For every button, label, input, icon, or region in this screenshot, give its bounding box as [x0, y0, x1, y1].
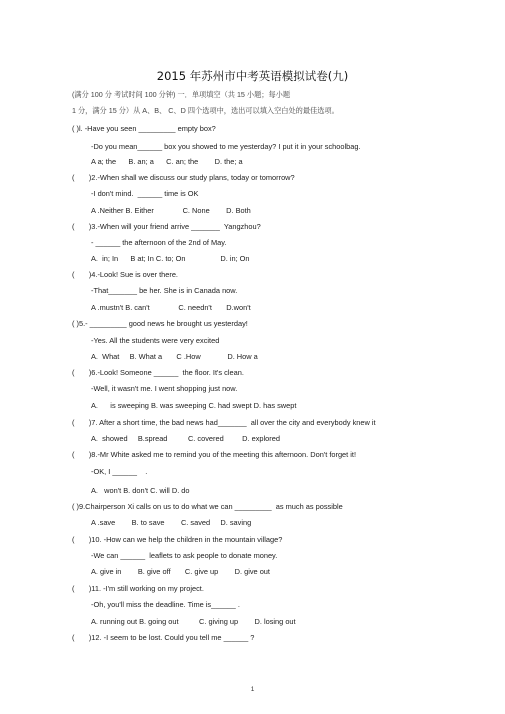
question-line: -That_______ be her. She is in Canada now.	[91, 286, 238, 295]
question-stem: ( )5.- _________ good news he brought us yesterday!	[72, 319, 248, 328]
answer-options: A. What B. What a C .How D. How a	[91, 352, 258, 361]
answer-options: A. running out B. going out C. giving up D. losing out	[91, 617, 296, 626]
answer-options: A. is sweeping B. was sweeping C. had swept D. has swept	[91, 401, 297, 410]
question-line: -OK, I ______ .	[91, 467, 148, 476]
question-line: -Well, it wasn't me. I went shopping just now.	[91, 384, 238, 393]
page-title: 2015 年苏州市中考英语模拟试卷(九)	[156, 69, 349, 83]
question-line: -We can ______ leaflets to ask people to donate money.	[91, 551, 278, 560]
question-line: -I don't mind. ______ time is OK	[91, 189, 199, 198]
answer-options: A. give in B. give off C. give up D. give out	[91, 567, 270, 576]
answer-options: A .Neither B. Either C. None D. Both	[91, 206, 251, 215]
answer-options: A .save B. to save C. saved D. saving	[91, 518, 252, 527]
answer-options: A. won't B. don't C. will D. do	[91, 486, 190, 495]
page-number: 1	[250, 686, 255, 693]
question-stem: ( )3.-When will your friend arrive _______ Yangzhou?	[72, 222, 261, 231]
answer-options: A .mustn't B. can't C. needn't D.won't	[91, 303, 251, 312]
answer-options: A. in; In B at; In C. to; On D. in; On	[91, 254, 250, 263]
question-stem: ( )2.-When shall we discuss our study plans, today or tomorrow?	[72, 173, 295, 182]
question-stem: ( )6.-Look! Someone ______ the floor. It's clean.	[72, 368, 244, 377]
question-stem: ( )7. After a short time, the bad news had_______ all over the city and everybody knew it	[72, 418, 376, 427]
question-stem: ( )12. -I seem to be lost. Could you tell me ______ ?	[72, 633, 255, 642]
question-line: - ______ the afternoon of the 2nd of May.	[91, 238, 227, 247]
question-stem: ( )11. -I'm still working on my project.	[72, 584, 204, 593]
question-stem: ( )4.-Look! Sue is over there.	[72, 270, 178, 279]
intro-line-2: 1 分，满分 15 分）从 A、B、 C、D 四个选项中，选出可以填入空白处的最佳选项。	[72, 106, 339, 115]
answer-options: A a; the B. an; a C. an; the D. the; a	[91, 157, 243, 166]
question-stem: ( )l. -Have you seen _________ empty box?	[72, 124, 216, 133]
question-stem: ( )10. -How can we help the children in the mountain village?	[72, 535, 283, 544]
question-stem: ( )8.-Mr White asked me to remind you of the meeting this afternoon. Don't forget it!	[72, 450, 357, 459]
question-line: -Oh, you'll miss the deadline. Time is______ .	[91, 600, 240, 609]
question-stem: ( )9.Chairperson Xi calls on us to do what we can _________ as much as possible	[72, 502, 343, 511]
question-line: -Do you mean______ box you showed to me yesterday? I put it in your schoolbag.	[91, 142, 361, 151]
question-line: -Yes. All the students were very excited	[91, 336, 220, 345]
answer-options: A. showed B.spread C. covered D. explored	[91, 434, 280, 443]
intro-line-1: (满分 100 分 考试时间 100 分钟) 一．单项填空（共 15 小题；每小题	[72, 90, 291, 99]
